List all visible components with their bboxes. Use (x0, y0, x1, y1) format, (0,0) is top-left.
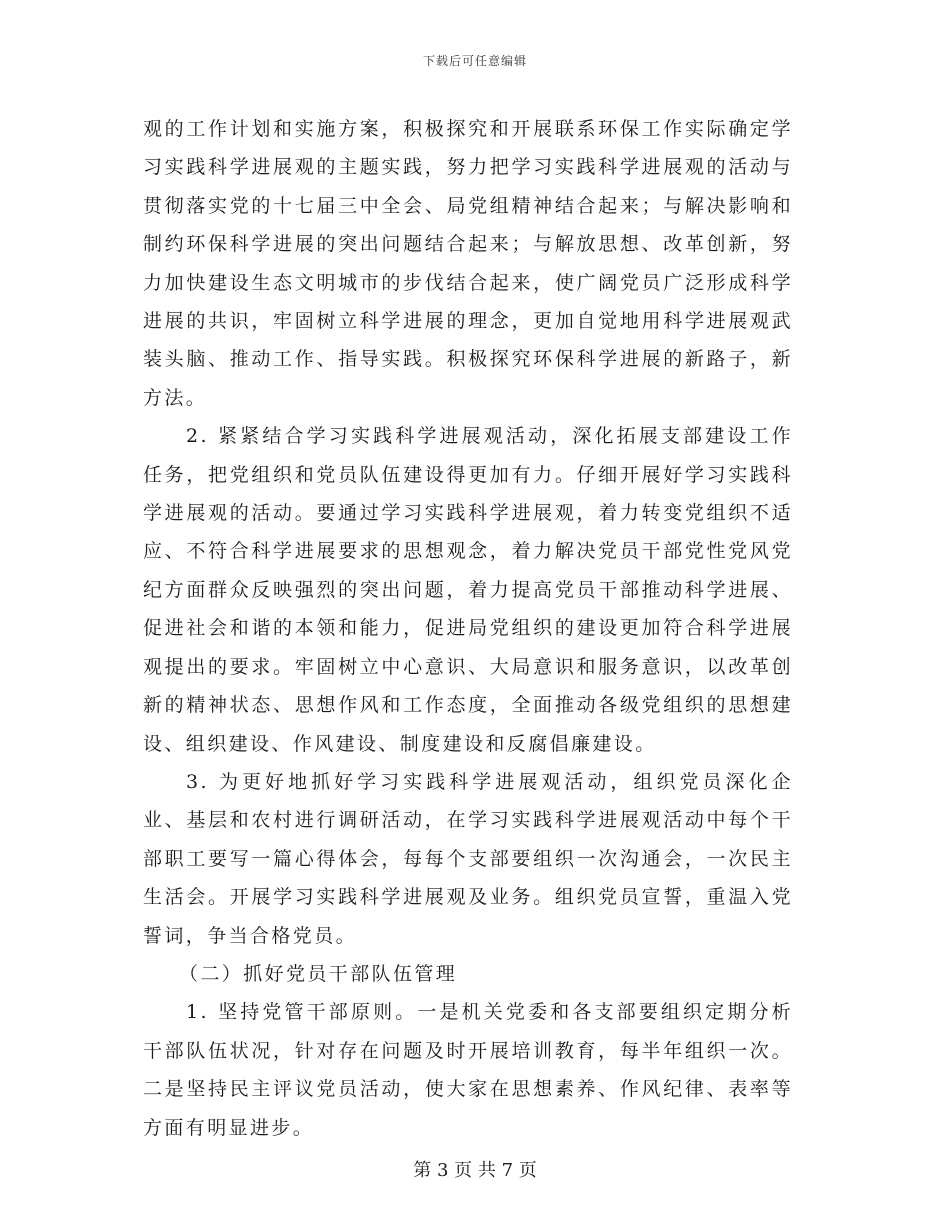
paragraph-continuation: 观的工作计划和实施方案，积极探究和开展联系环保工作实际确定学习实践科学进展观的主题实践，努力把学习实践科学进展观的活动与贯彻落实党的十七届三中全会、局党组精神结合起来；与解决影响和制约环保科学进展的突出问题结合起来；与解放思想、改革创新，努力加快建设生态文明城市的步伐结合起来，使广阔党员广泛形成科学进展的共识，牢固树立科学进展的理念，更加自觉地用科学进展观武装头脑、推动工作、指导实践。积极探究环保科学进展的新路子，新方法。 (143, 118, 793, 409)
paragraph-item-1: 1. 坚持党管干部原则。一是机关党委和各支部要组织定期分析干部队伍状况，针对存在问题及时开展培训教育，每半年组织一次。二是坚持民主评议党员活动，使大家在思想素养、作风纪律、表率等方面有明显进步。 (143, 1001, 793, 1139)
paragraph-item-2: 2. 紧紧结合学习实践科学进展观活动，深化拓展支部建设工作任务，把党组织和党员队伍建设得更加有力。仔细开展好学习实践科学进展观的活动。要通过学习实践科学进展观，着力转变党组织不适应、不符合科学进展要求的思想观念，着力解决党员干部党性党风党纪方面群众反映强烈的突出问题，着力提高党员干部推动科学进展、促进社会和谐的本领和能力，促进局党组织的建设更加符合科学进展观提出的要求。牢固树立中心意识、大局意识和服务意识，以改革创新的精神状态、思想作风和工作态度，全面推动各级党组织的思想建设、组织建设、作风建设、制度建设和反腐倡廉建设。 (143, 425, 793, 755)
paragraph-item-3: 3. 为更好地抓好学习实践科学进展观活动，组织党员深化企业、基层和农村进行调研活动，在学习实践科学进展观活动中每个干部职工要写一篇心得体会，每每个支部要组织一次沟通会，一次民主生活会。开展学习实践科学进展观及业务。组织党员宣誓，重温入党誓词，争当合格党员。 (143, 770, 793, 947)
page-number: 第 3 页 共 7 页 (413, 1160, 537, 1181)
page-header: 下载后可任意编辑 (422, 54, 527, 68)
document-body (143, 110, 793, 1147)
section-heading: （二）抓好党员干部队伍管理 (179, 962, 458, 985)
